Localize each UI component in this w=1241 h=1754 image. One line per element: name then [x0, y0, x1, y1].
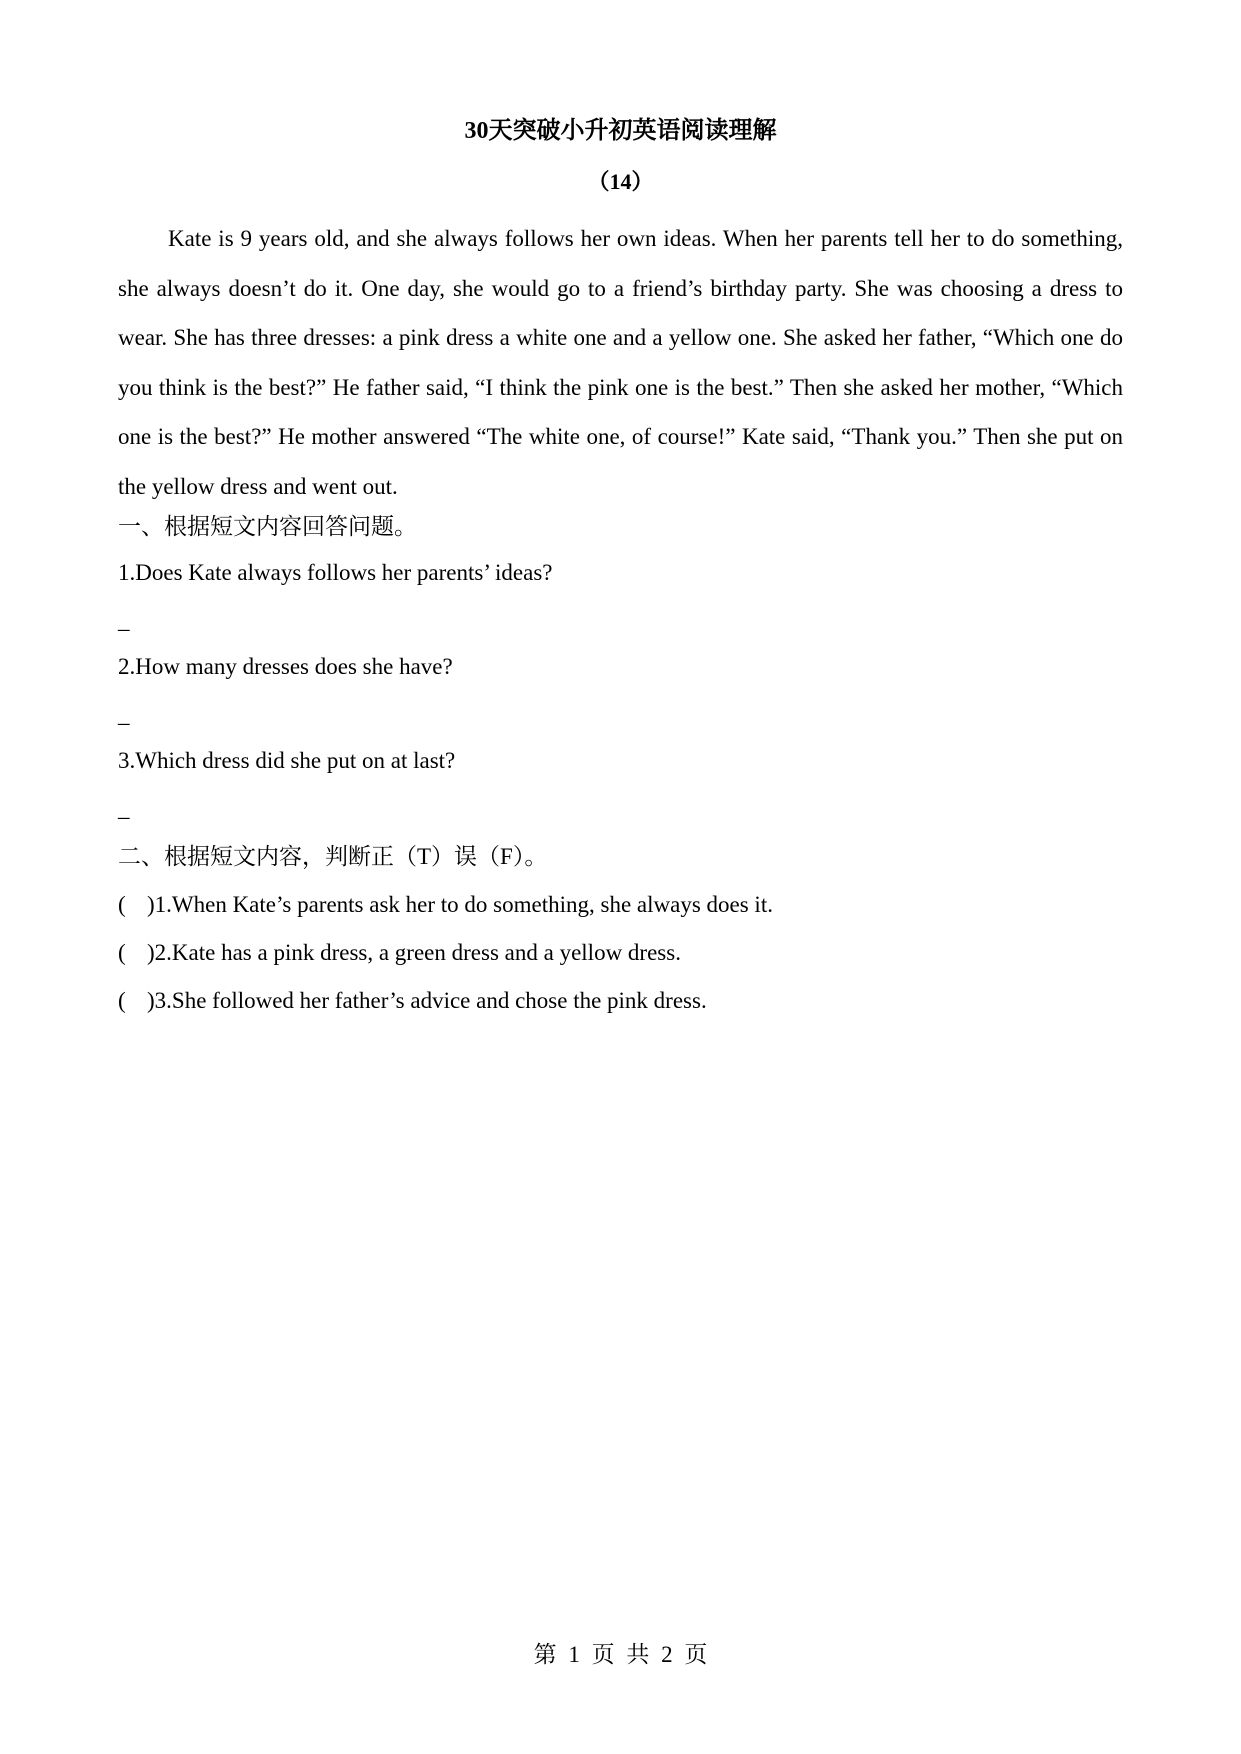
- tf-text-2: )2.Kate has a pink dress, a green dress and a yellow dress.: [147, 940, 681, 965]
- answer-line-3: _: [118, 796, 130, 821]
- answer-line-2: _: [118, 702, 130, 727]
- question-3: 3.Which dress did she put on at last?: [118, 748, 456, 773]
- tf-item-2: [118, 938, 681, 968]
- section1-heading: 一、根据短文内容回答问题。: [118, 514, 417, 539]
- question-2: 2.How many dresses does she have?: [118, 654, 453, 679]
- tf-text-3: )3.She followed her father’s advice and chose the pink dress.: [147, 988, 707, 1013]
- tf-paren-3: (: [118, 988, 126, 1013]
- page-footer: 第 1 页 共 2 页: [533, 1642, 708, 1667]
- tf-item-1: [118, 890, 773, 920]
- question-1: 1.Does Kate always follows her parents’ ideas?: [118, 560, 553, 585]
- tf-paren-2: (: [118, 940, 126, 965]
- page-subtitle: （14）: [587, 169, 654, 194]
- tf-item-3: [118, 986, 707, 1016]
- section2-heading: 二、根据短文内容，判断正（T）误（F）。: [118, 844, 548, 869]
- answer-line-1: _: [118, 608, 130, 633]
- reading-passage: Kate is 9 years old, and she always follows her own ideas. When her parents tell her to do something, she always doesn’t do it. One day, she would go to a friend’s birthday party. She was choosing a dress to wear. She has three dresses: a pink dress a white one and a yellow one. She asked her father, “Which one do you think is the best?” He father said, “I think the pink one is the best.” Then she asked her mother, “Which one is the best?” He mother answered “The white one, of course!” Kate said, “Thank you.” Then she put on the yellow dress and went out.: [118, 226, 1123, 499]
- tf-text-1: )1.When Kate’s parents ask her to do something, she always does it.: [147, 892, 773, 917]
- page-title: 30天突破小升初英语阅读理解: [464, 118, 777, 144]
- tf-paren-1: (: [118, 892, 126, 917]
